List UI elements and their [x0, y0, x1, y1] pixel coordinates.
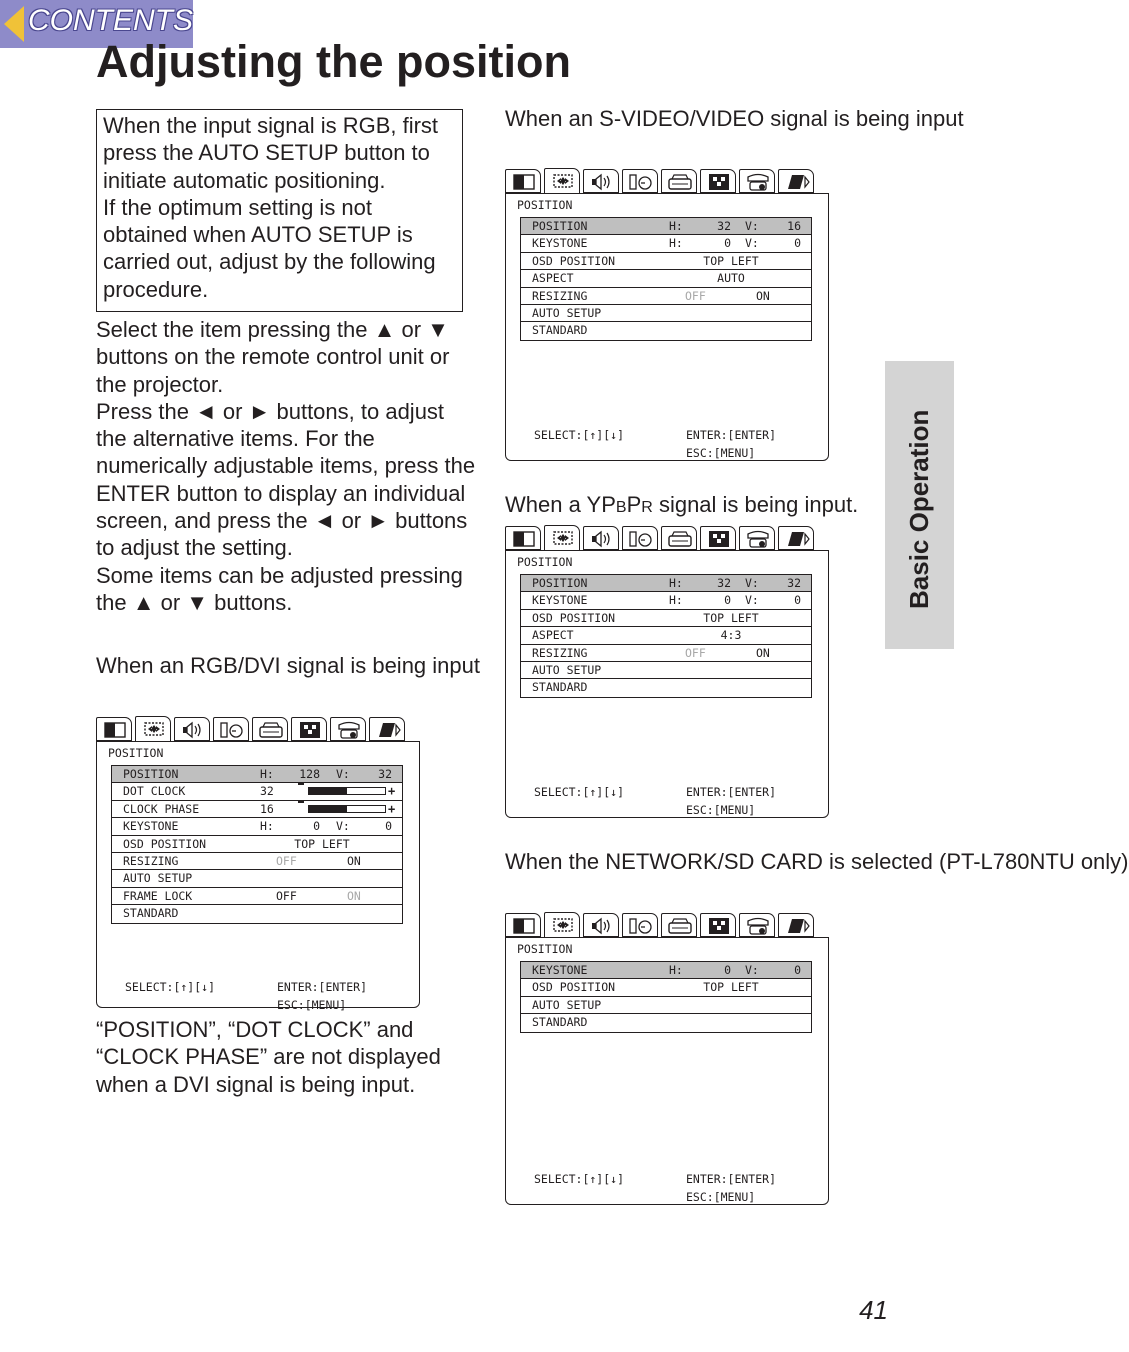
- enter-hint: ENTER:[ENTER]: [686, 785, 777, 799]
- menu-tab[interactable]: [739, 169, 775, 193]
- menu-item-label: OSD POSITION: [123, 836, 207, 851]
- minus-icon[interactable]: [298, 801, 304, 803]
- menu-item-label: AUTO SETUP: [123, 871, 193, 886]
- v-label: V:: [745, 593, 759, 608]
- menu-row[interactable]: [521, 305, 811, 322]
- caption-rgb: [96, 652, 480, 679]
- menu-item-label: OSD POSITION: [532, 980, 616, 995]
- h-label: H:: [260, 767, 274, 781]
- menu-row[interactable]: [112, 905, 402, 922]
- menu-tab[interactable]: [778, 913, 814, 937]
- menu-item-label: RESIZING: [123, 853, 179, 868]
- v-label: V:: [745, 219, 759, 233]
- caption-pbpr: PBPR: [601, 492, 653, 517]
- intro-paragraph: If the optimum setting is not obtained when AUTO SETUP is carried out, adjust by the following procedure.: [103, 194, 436, 302]
- menu-tab[interactable]: [700, 169, 736, 193]
- menu-tab[interactable]: [661, 526, 697, 550]
- esc-hint: ESC:[MENU]: [686, 446, 756, 460]
- h-value: 0: [313, 819, 320, 834]
- plus-icon[interactable]: +: [388, 784, 396, 799]
- menu-row[interactable]: [521, 322, 811, 339]
- enter-hint: ENTER:[ENTER]: [686, 428, 777, 442]
- instruction-paragraph: Some items can be adjusted pressing the ▲ or ▼ buttons.: [96, 562, 463, 615]
- plus-icon[interactable]: +: [388, 801, 396, 816]
- menu-item-label: STANDARD: [532, 1015, 588, 1030]
- v-value: 0: [385, 819, 392, 834]
- menu-tab[interactable]: [583, 913, 619, 937]
- option-on: ON: [756, 288, 770, 303]
- item-value: 4:3: [720, 628, 742, 643]
- menu-tab[interactable]: [135, 716, 171, 742]
- menu-tab[interactable]: [291, 717, 327, 741]
- v-label: V:: [336, 819, 350, 834]
- menu-tab[interactable]: [700, 913, 736, 937]
- menu-row[interactable]: [521, 662, 811, 679]
- menu-tab[interactable]: [622, 169, 658, 193]
- menu-table: [520, 574, 812, 698]
- menu-item-label: CLOCK PHASE: [123, 801, 200, 816]
- section-tab-label: Basic Operation: [904, 409, 934, 609]
- menu-row[interactable]: [112, 783, 402, 800]
- h-value: 0: [724, 236, 731, 251]
- option-off: OFF: [685, 288, 706, 303]
- menu-screen-title: POSITION: [108, 746, 164, 760]
- menu-screen-ypbpr: [505, 525, 829, 819]
- page-number: 41: [859, 1295, 888, 1325]
- item-value: TOP LEFT: [294, 836, 350, 851]
- menu-row[interactable]: [112, 801, 402, 818]
- note-paragraph: “POSITION”, “DOT CLOCK” and “CLOCK PHASE” are not displayed when a DVI signal is being input.: [96, 1017, 441, 1097]
- menu-tab[interactable]: [700, 526, 736, 550]
- menu-tab[interactable]: [544, 525, 580, 551]
- menu-item-label: FRAME LOCK: [123, 888, 193, 903]
- menu-item-label: RESIZING: [532, 288, 588, 303]
- menu-row[interactable]: [521, 679, 811, 696]
- menu-tab[interactable]: [778, 169, 814, 193]
- menu-item-label: STANDARD: [532, 680, 588, 695]
- menu-row[interactable]: [521, 575, 811, 592]
- menu-screen-title: POSITION: [517, 198, 573, 212]
- h-value: 0: [724, 963, 731, 977]
- intro-box: [96, 109, 463, 312]
- section-tab: [885, 361, 954, 649]
- menu-item-label: KEYSTONE: [532, 963, 588, 977]
- v-value: 0: [794, 963, 801, 977]
- caption-text: When a Y: [505, 492, 602, 517]
- menu-row[interactable]: [521, 997, 811, 1014]
- select-hint: SELECT:[↑][↓]: [534, 1172, 625, 1186]
- h-label: H:: [260, 819, 274, 834]
- option-on: ON: [756, 645, 770, 660]
- menu-row[interactable]: [521, 610, 811, 627]
- menu-item-label: STANDARD: [532, 323, 588, 338]
- select-hint: SELECT:[↑][↓]: [125, 980, 216, 994]
- caption-network: [505, 848, 1129, 875]
- back-arrow-icon: [4, 6, 24, 42]
- h-value: 32: [717, 576, 731, 590]
- menu-tab[interactable]: [661, 913, 697, 937]
- menu-row[interactable]: [521, 270, 811, 287]
- menu-row[interactable]: [112, 818, 402, 835]
- menu-screen-title: POSITION: [517, 942, 573, 956]
- menu-tab[interactable]: [369, 717, 405, 741]
- item-value: TOP LEFT: [703, 253, 759, 268]
- intro-paragraph: When the input signal is RGB, first press the AUTO SETUP button to initiate automatic positioning.: [103, 113, 439, 193]
- select-hint: SELECT:[↑][↓]: [534, 785, 625, 799]
- menu-tab[interactable]: [583, 169, 619, 193]
- v-value: 0: [794, 593, 801, 608]
- item-value: TOP LEFT: [703, 980, 759, 995]
- h-label: H:: [669, 236, 683, 251]
- menu-item-label: POSITION: [532, 576, 588, 590]
- instruction-paragraph: Press the ◄ or ► buttons, to adjust the alternative items. For the numerically adjustable items, press the ENTER button to display an individual screen, and press the ◄ or ► buttons to adjust the setting.: [96, 398, 476, 561]
- menu-row[interactable]: [112, 766, 402, 783]
- h-label: H:: [669, 219, 683, 233]
- caption-text: When an RGB/DVI signal is being input: [96, 653, 480, 678]
- v-label: V:: [745, 963, 759, 977]
- item-value: AUTO: [717, 271, 745, 286]
- enter-hint: ENTER:[ENTER]: [277, 980, 368, 994]
- menu-item-label: DOT CLOCK: [123, 784, 186, 799]
- menu-item-label: ASPECT: [532, 628, 574, 643]
- h-label: H:: [669, 576, 683, 590]
- esc-hint: ESC:[MENU]: [686, 803, 756, 817]
- option-on: ON: [347, 888, 361, 903]
- menu-item-label: AUTO SETUP: [532, 662, 602, 677]
- level-bar[interactable]: [308, 787, 386, 795]
- menu-item-label: ASPECT: [532, 271, 574, 286]
- menu-tab[interactable]: [661, 169, 697, 193]
- menu-row[interactable]: [521, 645, 811, 662]
- menu-item-label: KEYSTONE: [123, 819, 179, 834]
- menu-tab[interactable]: [505, 913, 541, 937]
- menu-tab[interactable]: [505, 526, 541, 550]
- h-value: 32: [717, 219, 731, 233]
- menu-row[interactable]: [521, 962, 811, 979]
- v-label: V:: [336, 767, 350, 781]
- menu-row[interactable]: [112, 888, 402, 905]
- menu-screen-title: POSITION: [517, 555, 573, 569]
- menu-item-label: RESIZING: [532, 645, 588, 660]
- v-value: 32: [378, 767, 392, 781]
- minus-icon[interactable]: [298, 783, 304, 785]
- menu-tab[interactable]: [330, 717, 366, 741]
- option-off: OFF: [276, 888, 297, 903]
- v-value: 32: [787, 576, 801, 590]
- level-fill: [309, 788, 347, 794]
- v-value: 16: [787, 219, 801, 233]
- menu-tab[interactable]: [739, 526, 775, 550]
- menu-item-label: OSD POSITION: [532, 610, 616, 625]
- option-off: OFF: [276, 853, 297, 868]
- menu-row[interactable]: [521, 288, 811, 305]
- menu-tab[interactable]: [174, 717, 210, 741]
- h-label: H:: [669, 593, 683, 608]
- menu-tab[interactable]: [622, 526, 658, 550]
- menu-row[interactable]: [521, 592, 811, 609]
- caption-text: When the NETWORK/SD CARD is selected (PT-L780NTU only): [505, 849, 1129, 874]
- menu-tab[interactable]: [583, 526, 619, 550]
- menu-tab[interactable]: [252, 717, 288, 741]
- select-hint: SELECT:[↑][↓]: [534, 428, 625, 442]
- h-label: H:: [669, 963, 683, 977]
- instructions: [96, 316, 476, 616]
- menu-item-label: AUTO SETUP: [532, 305, 602, 320]
- esc-hint: ESC:[MENU]: [686, 1190, 756, 1204]
- caption-svideo: [505, 105, 964, 132]
- menu-frame: [505, 193, 829, 461]
- instruction-paragraph: Select the item pressing the ▲ or ▼ buttons on the remote control unit or the projector.: [96, 317, 450, 397]
- menu-row[interactable]: [521, 218, 811, 235]
- menu-item-label: OSD POSITION: [532, 253, 616, 268]
- menu-frame: [505, 550, 829, 818]
- h-value: 128: [299, 767, 320, 781]
- level-bar[interactable]: [308, 805, 386, 813]
- menu-row[interactable]: [521, 235, 811, 252]
- menu-row[interactable]: [112, 853, 402, 870]
- caption-ypbpr: [505, 491, 858, 521]
- menu-frame: [505, 937, 829, 1205]
- menu-tab[interactable]: [213, 717, 249, 741]
- menu-screen-network: [505, 912, 829, 1206]
- menu-tab[interactable]: [739, 913, 775, 937]
- dvi-note: [96, 1016, 476, 1098]
- menu-tab[interactable]: [505, 169, 541, 193]
- menu-table: [520, 961, 812, 1033]
- menu-item-label: KEYSTONE: [532, 593, 588, 608]
- option-on: ON: [347, 853, 361, 868]
- item-value: TOP LEFT: [703, 610, 759, 625]
- menu-table: [111, 765, 403, 924]
- menu-row[interactable]: [521, 979, 811, 996]
- menu-frame: [96, 741, 420, 1012]
- menu-item-label: KEYSTONE: [532, 236, 588, 251]
- contents-label: CONTENTS: [28, 4, 193, 37]
- menu-tab[interactable]: [622, 913, 658, 937]
- caption-text: signal is being input.: [652, 492, 859, 517]
- menu-item-label: STANDARD: [123, 906, 179, 921]
- level-fill: [309, 806, 347, 812]
- enter-hint: ENTER:[ENTER]: [686, 1172, 777, 1186]
- numeric-value: 32: [260, 784, 274, 799]
- menu-row[interactable]: [521, 627, 811, 644]
- menu-tab[interactable]: [96, 717, 132, 741]
- menu-item-label: POSITION: [123, 767, 179, 781]
- menu-tab[interactable]: [544, 168, 580, 194]
- menu-row[interactable]: [112, 836, 402, 853]
- caption-text: When an S-VIDEO/VIDEO signal is being input: [505, 106, 964, 131]
- option-off: OFF: [685, 645, 706, 660]
- menu-tab[interactable]: [544, 912, 580, 938]
- page-title: Adjusting the position: [96, 36, 571, 87]
- menu-row[interactable]: [521, 1014, 811, 1031]
- v-value: 0: [794, 236, 801, 251]
- v-label: V:: [745, 576, 759, 590]
- menu-item-label: POSITION: [532, 219, 588, 233]
- esc-hint: ESC:[MENU]: [277, 998, 347, 1012]
- h-value: 0: [724, 593, 731, 608]
- menu-screen-rgb: [96, 716, 420, 1012]
- v-label: V:: [745, 236, 759, 251]
- menu-row[interactable]: [521, 253, 811, 270]
- menu-table: [520, 217, 812, 341]
- menu-item-label: AUTO SETUP: [532, 997, 602, 1012]
- numeric-value: 16: [260, 801, 274, 816]
- menu-tab[interactable]: [778, 526, 814, 550]
- menu-screen-svideo: [505, 168, 829, 462]
- menu-row[interactable]: [112, 870, 402, 887]
